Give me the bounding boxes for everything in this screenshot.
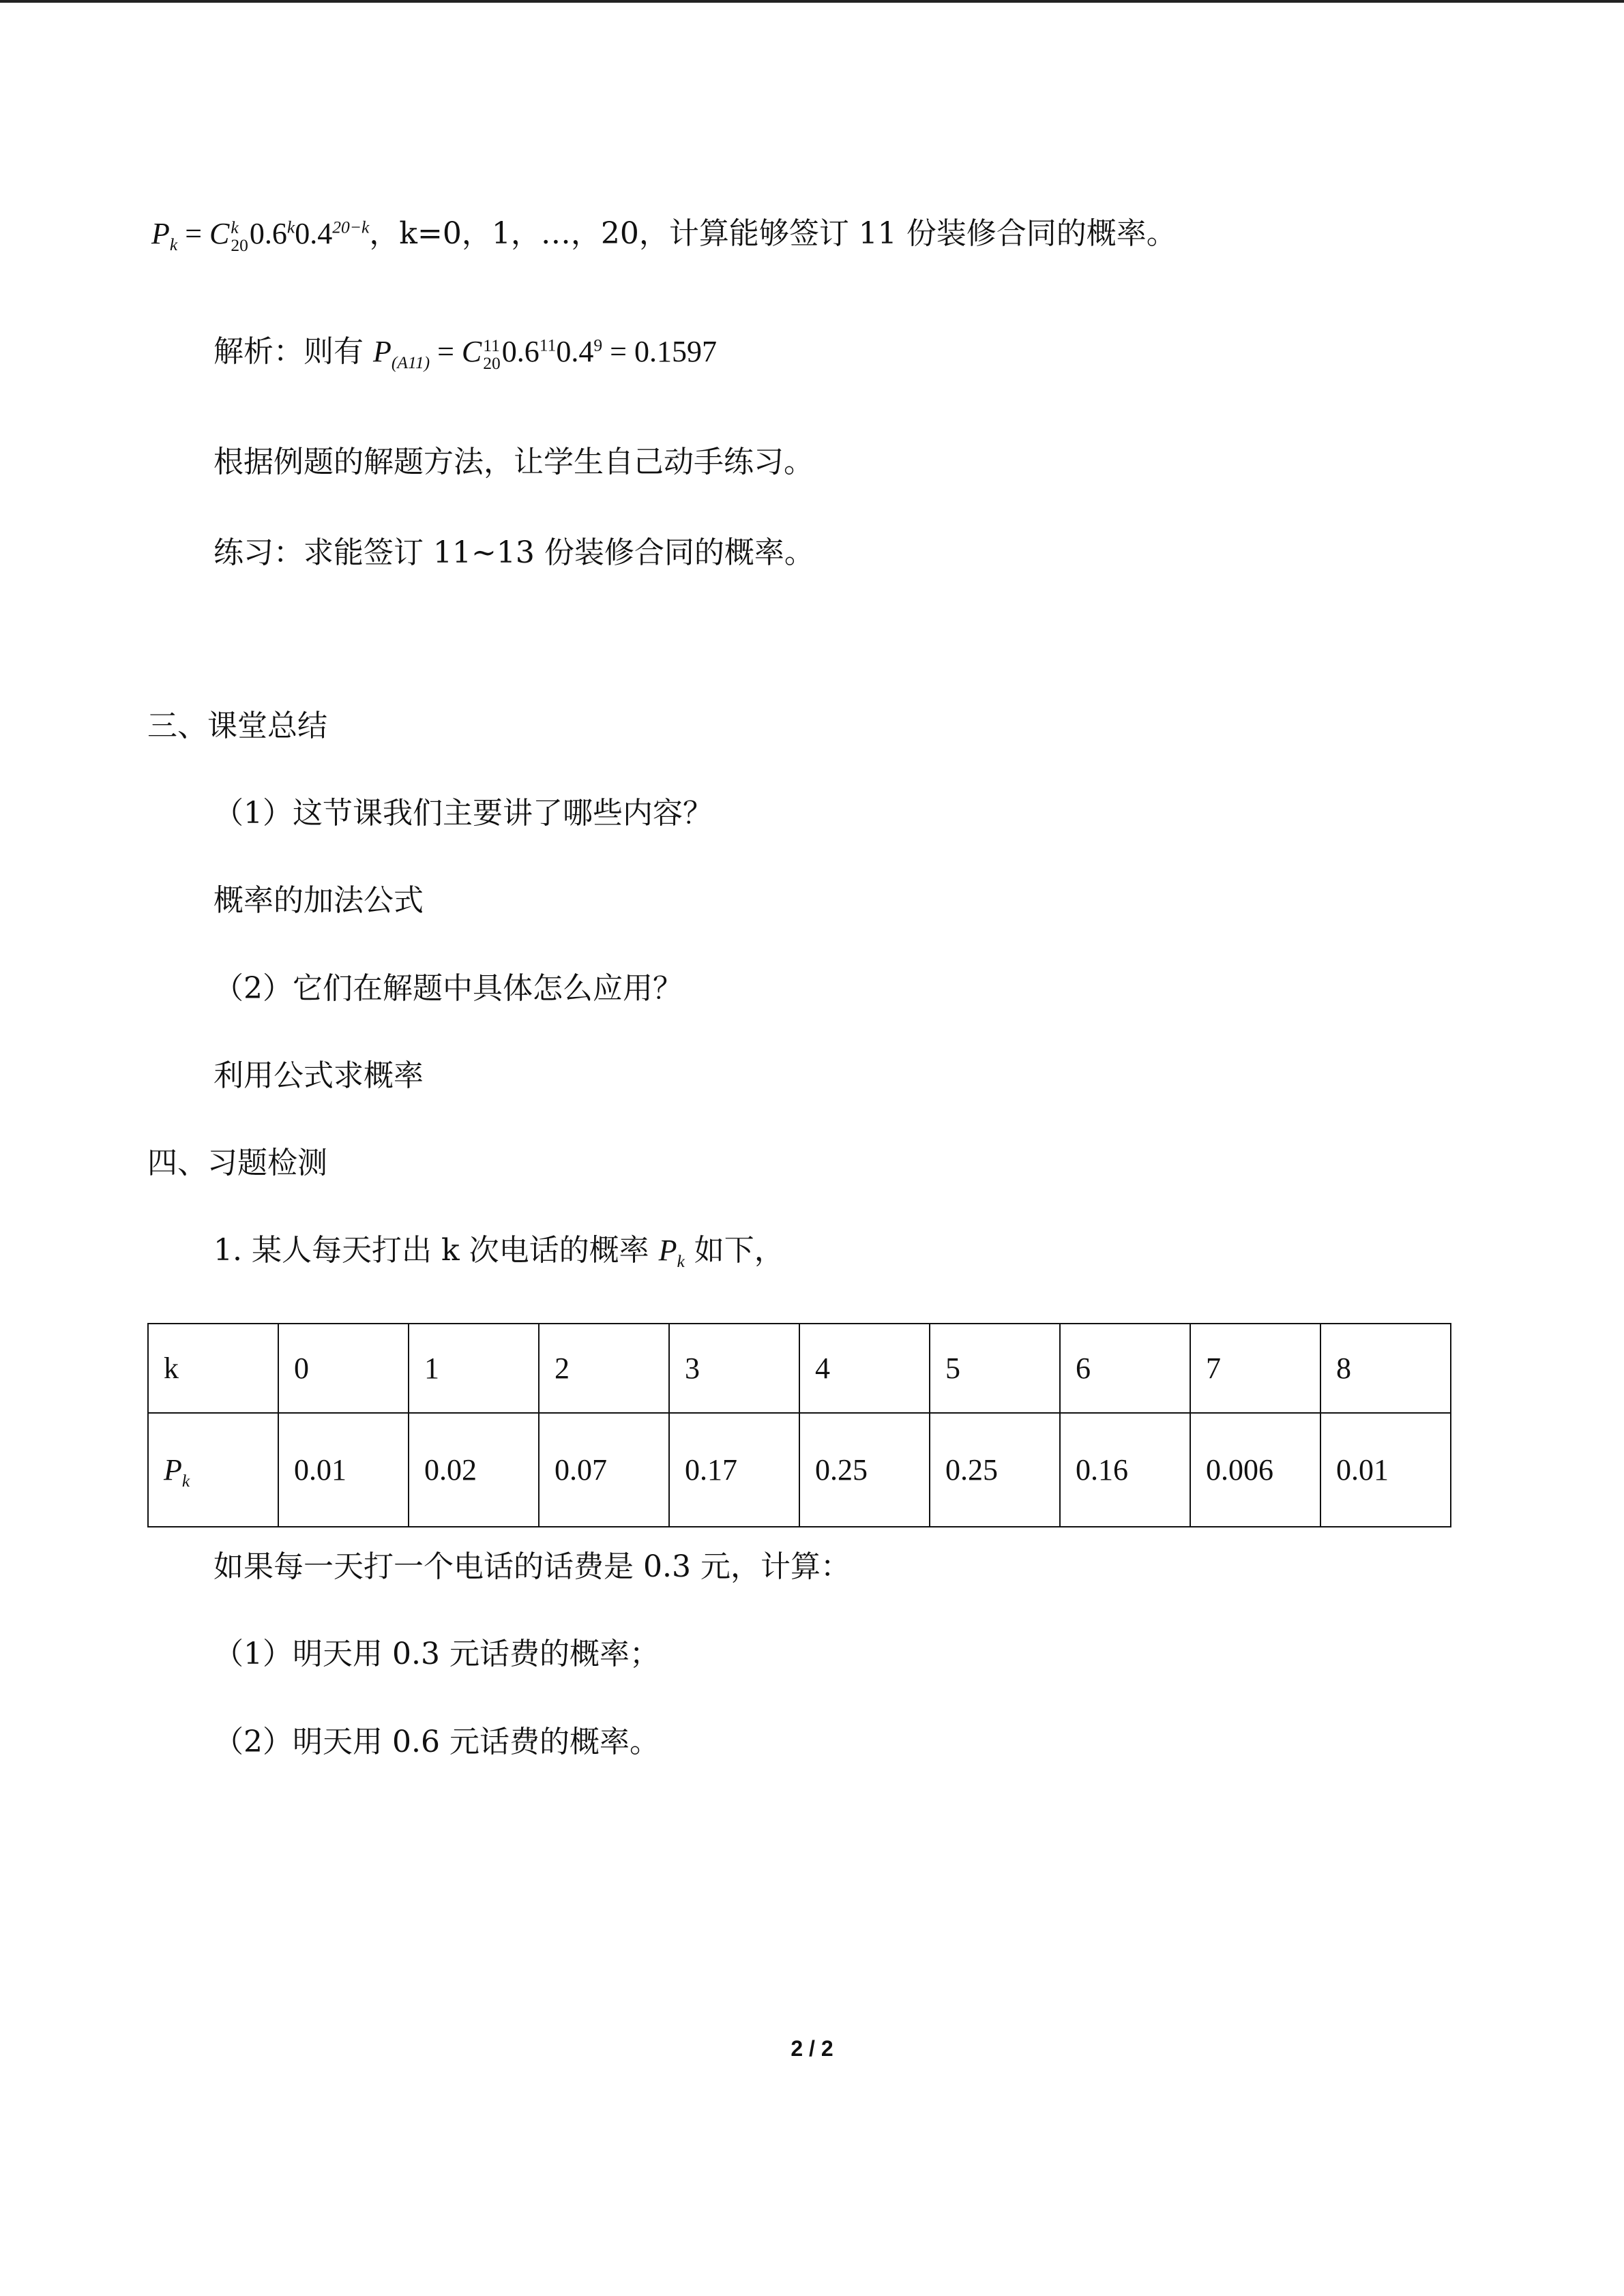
formula-p-sub: k (169, 234, 178, 254)
solution-c: C (461, 335, 482, 368)
probability-table (147, 1323, 1451, 1527)
after-table-condition: 如果每一天打一个电话的话费是 0.3 元，计算： (213, 1549, 851, 1584)
table-row-k (148, 1324, 1451, 1413)
table-row-p (148, 1413, 1451, 1527)
top-border (0, 0, 1624, 3)
after-table-q2: （2）明天用 0.6 元话费的概率。 (213, 1725, 660, 1759)
table-cell-p: 0.25 (930, 1413, 1060, 1527)
table-cell-k: 6 (1060, 1324, 1190, 1413)
section3-q1: （1）这节课我们主要讲了哪些内容？ (213, 796, 713, 831)
after-table-q1: （1）明天用 0.3 元话费的概率； (213, 1637, 660, 1671)
page-number: 2 / 2 (791, 2036, 833, 2061)
table-cell-p: 0.02 (409, 1413, 539, 1527)
table-cell-p: 0.17 (669, 1413, 799, 1527)
table-cell-k: 3 (669, 1324, 799, 1413)
solution-base2: 0.4 (556, 335, 594, 368)
formula-base2: 0.4 (295, 217, 333, 250)
formula-c-sub: 20 (231, 235, 248, 255)
section4-heading: 四、习题检测 (147, 1146, 327, 1180)
table-cell-k: 0 (278, 1324, 409, 1413)
solution-c-sub: 20 (483, 353, 501, 373)
solution-p-sub: (A11) (391, 352, 430, 372)
section3-a2: 利用公式求概率 (213, 1058, 424, 1093)
section3-heading: 三、课堂总结 (147, 709, 327, 743)
solution-exp2: 9 (593, 335, 603, 355)
solution-eq: = (437, 335, 454, 368)
formula-c: C (209, 217, 230, 250)
formula-base1: 0.6 (249, 217, 287, 250)
table-cell-p: 0.25 (799, 1413, 930, 1527)
formula-line (151, 213, 1177, 254)
table-header-p (148, 1413, 278, 1527)
formula-c-sup: k (231, 218, 239, 238)
table-cell-p: 0.006 (1190, 1413, 1320, 1527)
table-cell-p: 0.07 (539, 1413, 669, 1527)
table-cell-k: 5 (930, 1324, 1060, 1413)
solution-label: 解析：则有 (213, 334, 373, 369)
problem-p: P (658, 1234, 677, 1267)
section3-a1: 概率的加法公式 (213, 883, 424, 918)
table-cell-k: 4 (799, 1324, 930, 1413)
table-cell-p: 0.16 (1060, 1413, 1190, 1527)
solution-c-indices (483, 337, 501, 372)
solution-line (213, 331, 717, 372)
solution-c-sup: 11 (483, 336, 500, 356)
practice-intro: 根据例题的解题方法，让学生自己动手练习。 (213, 445, 814, 479)
formula-exp1: k (286, 217, 295, 237)
formula-text: ，k=0，1，…，20，计算能够签订 11 份装修合同的概率。 (369, 216, 1177, 251)
section3-q2: （2）它们在解题中具体怎么应用？ (213, 971, 683, 1006)
problem-p-sub: k (677, 1251, 685, 1271)
table-p-label-sub: k (181, 1470, 190, 1491)
formula-p: P (151, 217, 170, 250)
table-p-label: P (164, 1453, 182, 1487)
practice-text: 练习：求能签订 11~13 份装修合同的概率。 (213, 535, 814, 570)
table-cell-k: 7 (1190, 1324, 1320, 1413)
formula-exp2: 20−k (332, 217, 370, 237)
table-cell-k: 2 (539, 1324, 669, 1413)
problem-prefix: 1. 某人每天打出 k 次电话的概率 (213, 1233, 659, 1268)
solution-p: P (373, 335, 392, 368)
table-cell-k: 1 (409, 1324, 539, 1413)
solution-exp1: 11 (539, 335, 557, 355)
table-cell-k: 8 (1320, 1324, 1451, 1413)
solution-result: = 0.1597 (610, 335, 717, 368)
table-cell-p: 0.01 (278, 1413, 409, 1527)
table-cell-p: 0.01 (1320, 1413, 1451, 1527)
problem-suffix: 如下， (684, 1233, 784, 1268)
formula-eq: = (185, 217, 203, 250)
table-header-k: k (148, 1324, 278, 1413)
formula-c-indices (231, 219, 248, 254)
solution-base1: 0.6 (501, 335, 540, 368)
problem-line (213, 1230, 784, 1271)
